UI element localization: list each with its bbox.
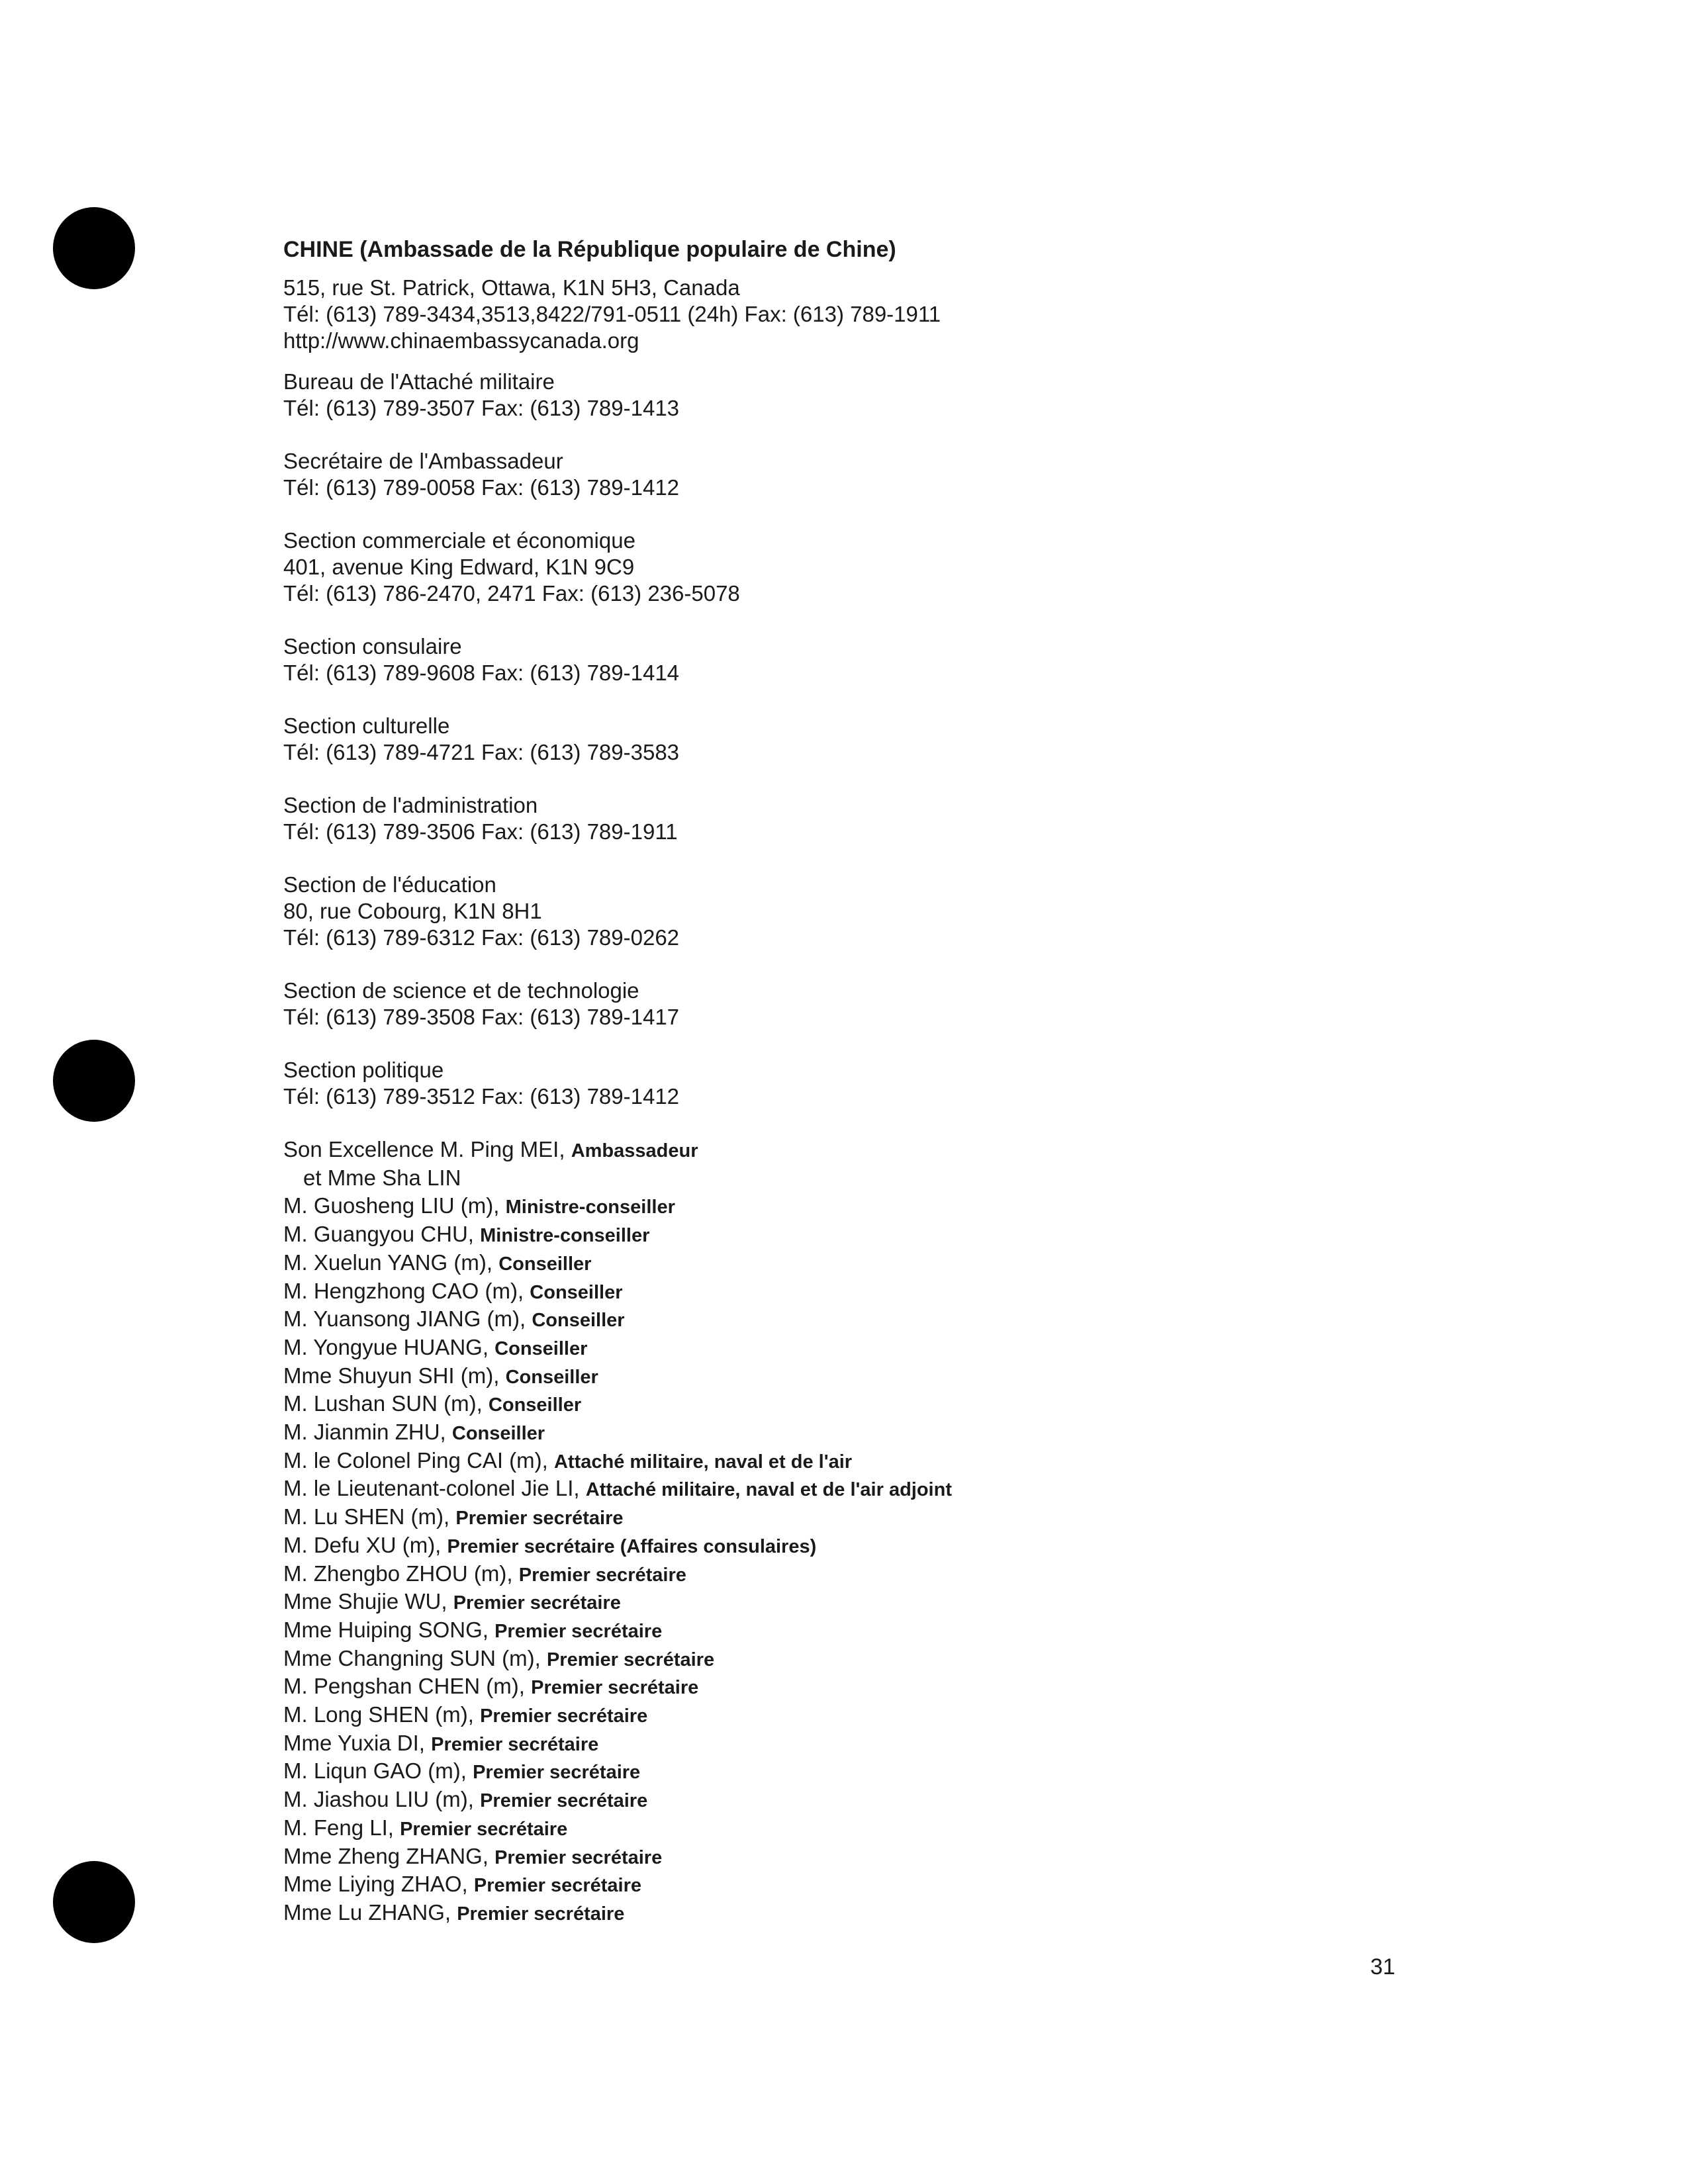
staff-name: Mme Zheng ZHANG, [283, 1843, 495, 1868]
staff-entry [283, 1250, 1475, 1278]
staff-name: M. Yuansong JIANG (m), [283, 1306, 532, 1332]
staff-role: Premier secrétaire [546, 1649, 715, 1670]
staff-role: Premier secrétaire [457, 1903, 625, 1925]
staff-name: Mme Shuyun SHI (m), [283, 1363, 506, 1388]
staff-role: Premier secrétaire [494, 1846, 663, 1868]
sections-list [283, 369, 1475, 1110]
section-phone: Tél: (613) 789-0058 Fax: (613) 789-1412 [283, 475, 680, 500]
staff-role: Premier secrétaire [400, 1818, 568, 1840]
section-phone: Tél: (613) 789-4721 Fax: (613) 789-3583 [283, 740, 680, 764]
staff-role: Ministre-conseiller [480, 1225, 650, 1247]
section-name: Section politique [283, 1058, 444, 1082]
staff-entry [283, 1645, 1475, 1674]
staff-entry [283, 1447, 1475, 1476]
section-phone: Tél: (613) 789-3506 Fax: (613) 789-1911 [283, 819, 678, 844]
staff-name: M. Lushan SUN (m), [283, 1391, 489, 1416]
staff-entry [283, 1702, 1475, 1730]
staff-list [283, 1136, 1475, 1928]
staff-role: Premier secrétaire [531, 1677, 699, 1699]
section-name: Section de l'éducation [283, 872, 496, 897]
staff-name: M. Long SHEN (m), [283, 1702, 481, 1727]
staff-entry [283, 1730, 1475, 1758]
staff-role: Conseiller [532, 1310, 625, 1332]
staff-role: Conseiller [505, 1366, 598, 1388]
staff-entry [283, 1475, 1475, 1504]
staff-name: M. le Lieutenant-colonel Jie LI, [283, 1476, 586, 1501]
staff-entry [283, 1815, 1475, 1843]
staff-entry [283, 1561, 1475, 1589]
staff-name: M. le Colonel Ping CAI (m), [283, 1447, 554, 1473]
staff-name: Mme Changning SUN (m), [283, 1645, 547, 1670]
section-administration [283, 792, 1475, 845]
staff-name: Son Excellence M. Ping MEI, [283, 1137, 571, 1161]
staff-name: M. Feng LI, [283, 1815, 400, 1840]
punch-hole-middle [53, 1040, 135, 1122]
section-name: Section de l'administration [283, 793, 538, 817]
staff-entry [283, 1278, 1475, 1306]
staff-name: M. Hengzhong CAO (m), [283, 1278, 530, 1303]
staff-name: M. Defu XU (m), [283, 1532, 447, 1557]
section-address: 401, avenue King Edward, K1N 9C9 [283, 555, 635, 579]
staff-entry [283, 1221, 1475, 1250]
section-science-technology [283, 978, 1475, 1030]
staff-entry [283, 1193, 1475, 1221]
page-number: 31 [1370, 1954, 1395, 1979]
section-name: Section consulaire [283, 634, 462, 659]
staff-role: Conseiller [494, 1338, 588, 1359]
staff-role: Premier secrétaire (Affaires consulaires) [447, 1535, 817, 1557]
section-phone: Tél: (613) 789-3508 Fax: (613) 789-1417 [283, 1005, 680, 1029]
staff-name: M. Liqun GAO (m), [283, 1758, 473, 1784]
staff-role: Attaché militaire, naval et de l'air adjoint [585, 1479, 952, 1501]
staff-entry [283, 1136, 1475, 1165]
staff-role: Conseiller [530, 1281, 623, 1303]
punch-hole-top [53, 207, 135, 289]
staff-name: M. Yongyue HUANG, [283, 1334, 495, 1359]
staff-name: M. Lu SHEN (m), [283, 1504, 456, 1529]
staff-name: Mme Yuxia DI, [283, 1730, 432, 1755]
staff-role: Premier secrétaire [473, 1875, 642, 1897]
staff-name: M. Pengshan CHEN (m), [283, 1674, 532, 1699]
staff-role: Ambassadeur [571, 1140, 698, 1161]
staff-name: M. Guangyou CHU, [283, 1222, 481, 1247]
staff-name: Mme Lu ZHANG, [283, 1899, 457, 1925]
section-name: Section commerciale et économique [283, 528, 635, 553]
staff-entry [283, 1758, 1475, 1786]
staff-name: Mme Huiping SONG, [283, 1617, 495, 1642]
section-cultural [283, 713, 1475, 766]
staff-entry [283, 1617, 1475, 1645]
staff-role: Premier secrétaire [455, 1508, 624, 1529]
staff-name: M. Jiashou LIU (m), [283, 1787, 481, 1812]
section-consular [283, 633, 1475, 686]
staff-entry [283, 1532, 1475, 1561]
staff-name: et Mme Sha LIN [303, 1165, 461, 1190]
staff-entry [283, 1165, 1475, 1193]
staff-entry [283, 1588, 1475, 1617]
embassy-address [283, 275, 1475, 354]
staff-role: Conseiller [451, 1423, 545, 1445]
section-address: 80, rue Cobourg, K1N 8H1 [283, 899, 542, 923]
staff-entry [283, 1334, 1475, 1363]
staff-role: Premier secrétaire [494, 1620, 663, 1642]
punch-hole-bottom [53, 1861, 135, 1943]
staff-name: M. Xuelun YANG (m), [283, 1250, 499, 1275]
section-phone: Tél: (613) 789-3512 Fax: (613) 789-1412 [283, 1084, 680, 1109]
embassy-title: CHINE (Ambassade de la République populaire de Chine) [283, 237, 896, 262]
staff-entry [283, 1504, 1475, 1532]
staff-entry [283, 1786, 1475, 1815]
staff-entry [283, 1419, 1475, 1447]
staff-role: Premier secrétaire [473, 1762, 641, 1784]
section-phone: Tél: (613) 789-3507 Fax: (613) 789-1413 [283, 396, 680, 420]
staff-role: Premier secrétaire [431, 1733, 599, 1755]
staff-role: Premier secrétaire [453, 1592, 621, 1614]
staff-role: Attaché militaire, naval et de l'air [553, 1451, 853, 1473]
staff-role: Conseiller [498, 1253, 592, 1275]
phone-line: Tél: (613) 789-3434,3513,8422/791-0511 (24h) Fax: (613) 789-1911 [283, 302, 941, 326]
staff-entry [283, 1673, 1475, 1702]
staff-name: M. Jianmin ZHU, [283, 1420, 452, 1445]
section-phone: Tél: (613) 786-2470, 2471 Fax: (613) 236-5078 [283, 581, 740, 606]
section-education [283, 872, 1475, 951]
staff-name: Mme Shujie WU, [283, 1589, 453, 1614]
section-name: Bureau de l'Attaché militaire [283, 369, 555, 394]
section-military-attache [283, 369, 1475, 422]
staff-entry [283, 1306, 1475, 1334]
staff-name: M. Guosheng LIU (m), [283, 1193, 506, 1218]
staff-role: Premier secrétaire [518, 1564, 686, 1586]
staff-name: M. Zhengbo ZHOU (m), [283, 1561, 519, 1586]
embassy-entry [283, 235, 1475, 1928]
staff-name: Mme Liying ZHAO, [283, 1872, 474, 1897]
staff-role: Conseiller [488, 1394, 582, 1416]
section-name: Section culturelle [283, 713, 450, 738]
section-ambassador-secretary [283, 448, 1475, 501]
section-name: Section de science et de technologie [283, 978, 639, 1003]
staff-role: Premier secrétaire [480, 1706, 648, 1727]
address-line: 515, rue St. Patrick, Ottawa, K1N 5H3, Canada [283, 275, 740, 300]
section-name: Secrétaire de l'Ambassadeur [283, 449, 563, 473]
staff-role: Premier secrétaire [480, 1790, 648, 1812]
staff-role: Ministre-conseiller [505, 1197, 675, 1218]
section-commercial [283, 527, 1475, 607]
staff-entry [283, 1899, 1475, 1928]
staff-entry [283, 1843, 1475, 1872]
section-political [283, 1057, 1475, 1110]
section-phone: Tél: (613) 789-6312 Fax: (613) 789-0262 [283, 925, 680, 950]
staff-entry [283, 1363, 1475, 1391]
staff-entry [283, 1871, 1475, 1899]
staff-entry [283, 1390, 1475, 1419]
website-link[interactable]: http://www.chinaembassycanada.org [283, 328, 639, 353]
section-phone: Tél: (613) 789-9608 Fax: (613) 789-1414 [283, 660, 680, 685]
